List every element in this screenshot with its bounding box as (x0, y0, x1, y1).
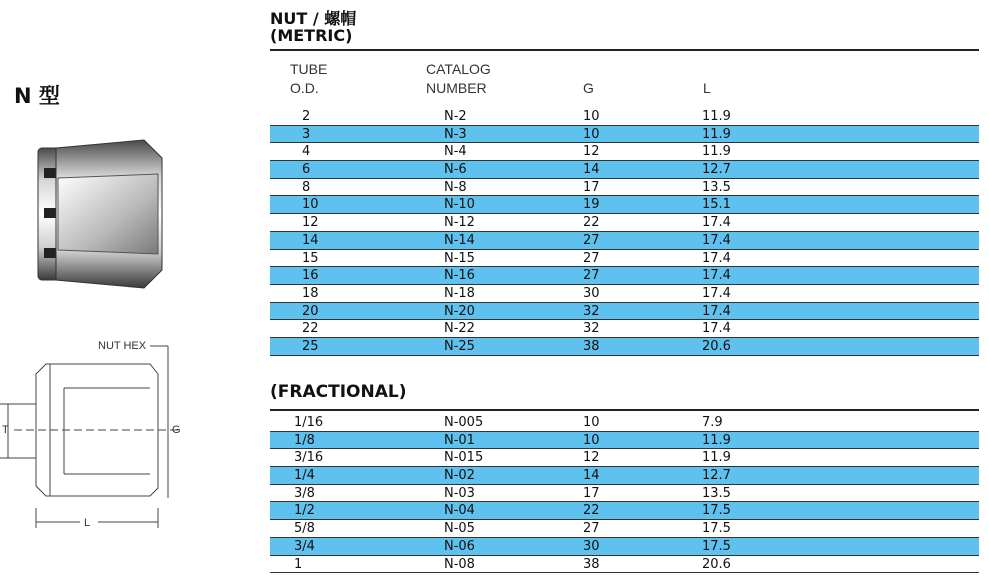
fractional-top-rule (270, 409, 979, 411)
table-row (270, 414, 979, 432)
table-row (270, 303, 979, 321)
metric-table (270, 108, 979, 356)
table-row (270, 556, 979, 574)
l-cell: 12.7 (702, 468, 731, 484)
table-row (270, 285, 979, 303)
catalog-number-cell: N-10 (444, 197, 475, 213)
tube-od-cell: 1/4 (294, 468, 315, 484)
page-title (270, 10, 356, 44)
tube-od-cell: 14 (302, 232, 319, 248)
catalog-number-cell: N-20 (444, 303, 475, 319)
l-cell: 11.9 (702, 450, 731, 466)
g-cell: 12 (583, 144, 600, 160)
catalog-number-cell: N-005 (444, 415, 484, 430)
col-header-catalog: CATALOG NUMBER (426, 61, 491, 96)
tube-od-cell: 12 (302, 215, 319, 231)
catalog-number-cell: N-25 (444, 338, 475, 354)
l-cell: 12.7 (702, 162, 731, 178)
tube-od-cell: 5/8 (294, 521, 315, 537)
l-cell: 17.4 (702, 215, 731, 231)
tube-od-cell: 20 (302, 303, 319, 319)
table-row (270, 520, 979, 538)
g-cell: 10 (583, 126, 600, 142)
table-row (270, 502, 979, 520)
catalog-number-cell: N-05 (444, 521, 475, 537)
l-label: L (84, 517, 91, 529)
g-cell: 27 (583, 521, 600, 537)
catalog-number-cell: N-06 (444, 538, 475, 554)
catalog-number-cell: N-6 (444, 162, 467, 178)
g-label: G (172, 424, 181, 436)
tube-od-cell: 18 (302, 285, 319, 301)
g-cell: 22 (583, 503, 600, 519)
catalog-number-cell: N-02 (444, 468, 475, 484)
g-cell: 14 (583, 468, 600, 484)
catalog-number-cell: N-4 (444, 144, 467, 160)
l-cell: 17.4 (702, 321, 731, 337)
catalog-number-cell: N-12 (444, 215, 475, 231)
tube-od-cell: 3/4 (294, 538, 315, 554)
tube-od-cell: 10 (302, 197, 319, 213)
table-row (270, 108, 979, 126)
l-cell: 17.4 (702, 268, 731, 284)
tube-od-cell: 16 (302, 268, 319, 284)
l-cell: 11.9 (702, 109, 731, 124)
nut-hex-label: NUT HEX (98, 340, 147, 352)
tube-od-cell: 25 (302, 338, 319, 354)
l-cell: 13.5 (702, 485, 731, 501)
l-cell: 7.9 (702, 415, 723, 430)
table-row (270, 538, 979, 556)
catalog-number-cell: N-18 (444, 285, 475, 301)
g-cell: 10 (583, 432, 600, 448)
tube-od-cell: 3/8 (294, 485, 315, 501)
table-row (270, 143, 979, 161)
table-row (270, 179, 979, 197)
g-cell: 12 (583, 450, 600, 466)
g-cell: 10 (583, 109, 600, 124)
g-cell: 38 (583, 556, 600, 572)
g-cell: 19 (583, 197, 600, 213)
type-label: N 型 (14, 84, 60, 108)
table-row (270, 232, 979, 250)
col-header-g: G (583, 80, 594, 96)
nut-photo (34, 138, 166, 290)
g-cell: 27 (583, 250, 600, 266)
table-row (270, 320, 979, 338)
metric-top-rule (270, 49, 979, 51)
l-cell: 17.5 (702, 538, 731, 554)
l-cell: 17.4 (702, 303, 731, 319)
g-cell: 32 (583, 321, 600, 337)
l-cell: 17.5 (702, 503, 731, 519)
catalog-number-cell: N-08 (444, 556, 475, 572)
l-cell: 17.5 (702, 521, 731, 537)
tube-od-cell: 8 (302, 179, 311, 195)
catalog-number-cell: N-2 (444, 109, 467, 124)
catalog-number-cell: N-015 (444, 450, 484, 466)
col-header-l: L (703, 80, 711, 96)
tube-od-cell: 3/16 (294, 450, 324, 466)
l-cell: 17.4 (702, 250, 731, 266)
catalog-number-cell: N-14 (444, 232, 475, 248)
g-cell: 14 (583, 162, 600, 178)
table-row (270, 485, 979, 503)
catalog-number-cell: N-03 (444, 485, 475, 501)
g-cell: 27 (583, 232, 600, 248)
l-cell: 11.9 (702, 432, 731, 448)
table-row (270, 161, 979, 179)
g-cell: 38 (583, 338, 600, 354)
catalog-number-cell: N-04 (444, 503, 475, 519)
catalog-number-cell: N-01 (444, 432, 475, 448)
tube-od-cell: 4 (302, 144, 311, 160)
g-cell: 32 (583, 303, 600, 319)
table-row (270, 267, 979, 285)
tube-od-cell: 1/2 (294, 503, 315, 519)
table-row (270, 432, 979, 450)
g-cell: 10 (583, 415, 600, 430)
tube-od-cell: 22 (302, 321, 319, 337)
l-cell: 13.5 (702, 179, 731, 195)
tube-od-cell: 1/8 (294, 432, 315, 448)
catalog-number-cell: N-8 (444, 179, 467, 195)
tube-od-cell: 1/16 (294, 415, 324, 430)
l-cell: 20.6 (702, 338, 731, 354)
g-cell: 30 (583, 285, 600, 301)
g-cell: 17 (583, 485, 600, 501)
g-cell: 22 (583, 215, 600, 231)
col-header-tube: TUBE O.D. (290, 61, 328, 96)
tube-od-cell: 1 (294, 556, 303, 572)
l-cell: 20.6 (702, 556, 731, 572)
l-cell: 15.1 (702, 197, 731, 213)
table-row (270, 467, 979, 485)
catalog-number-cell: N-22 (444, 321, 475, 337)
table-row (270, 214, 979, 232)
l-cell: 11.9 (702, 126, 731, 142)
g-cell: 30 (583, 538, 600, 554)
title-line-2: (METRIC) (270, 26, 353, 45)
l-cell: 11.9 (702, 144, 731, 160)
fractional-title: (FRACTIONAL) (270, 382, 407, 402)
tube-od-cell: 6 (302, 162, 311, 178)
table-row (270, 449, 979, 467)
table-row (270, 250, 979, 268)
catalog-number-cell: N-15 (444, 250, 475, 266)
g-cell: 17 (583, 179, 600, 195)
table-row (270, 338, 979, 356)
catalog-number-cell: N-16 (444, 268, 475, 284)
title-line-1: NUT / 螺帽 (270, 9, 357, 28)
table-row (270, 196, 979, 214)
l-cell: 17.4 (702, 232, 731, 248)
catalog-number-cell: N-3 (444, 126, 467, 142)
nut-cross-section-drawing (0, 334, 192, 538)
table-row (270, 126, 979, 144)
t-label: T (2, 424, 9, 436)
tube-od-cell: 2 (302, 109, 311, 124)
tube-od-cell: 15 (302, 250, 319, 266)
l-cell: 17.4 (702, 285, 731, 301)
tube-od-cell: 3 (302, 126, 311, 142)
fractional-table (270, 414, 979, 573)
g-cell: 27 (583, 268, 600, 284)
